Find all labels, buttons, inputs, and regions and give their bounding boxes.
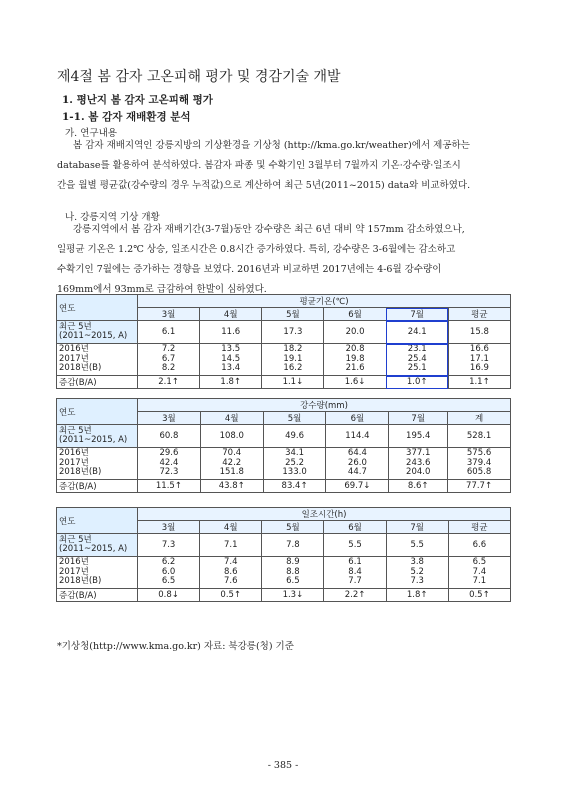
cell-value: 8.2 <box>161 363 176 374</box>
table-cell: 83.4↑ <box>263 480 326 493</box>
table-title-row <box>57 399 511 412</box>
table-cell <box>263 448 326 480</box>
column-header: 3월 <box>138 412 201 425</box>
cell-value: 29.6 <box>159 448 179 459</box>
cell-value: 8.6 <box>223 566 238 577</box>
table-row <box>57 376 511 389</box>
recent-label-line: (2011~2015, A) <box>59 544 128 554</box>
table-cell <box>448 448 511 480</box>
table-cell: 11.6 <box>200 321 262 344</box>
paragraph-line: 수확기인 7월에는 증가하는 경향을 보였다. 2016년과 비교하면 2017년에는 4-6월 강수량이 <box>57 264 442 275</box>
cell-value: 575.6 <box>466 448 492 459</box>
cell-value: 18.2 <box>283 344 303 355</box>
table-cell: 20.0 <box>324 321 386 344</box>
table-cell: 108.0 <box>200 425 263 448</box>
sub-b-paragraph <box>57 220 512 300</box>
cell-value: 7.2 <box>161 344 176 355</box>
year-header-cell: 연도 <box>57 399 138 425</box>
sub-a-heading: 가. 연구내용 <box>65 128 117 139</box>
section-title: 1. 평난지 봄 감자 고온피해 평가 <box>62 94 213 106</box>
table-cell <box>138 344 200 376</box>
table-cell <box>262 344 324 376</box>
table-cell: 2.2↑ <box>324 589 386 602</box>
table-cell: 1.8↑ <box>200 376 262 389</box>
cell-value: 19.1 <box>283 353 303 364</box>
year-header-cell: 연도 <box>57 295 138 321</box>
column-header: 7월 <box>389 412 448 425</box>
cell-value: 19.8 <box>345 353 365 364</box>
table-cell: 6.6 <box>448 534 510 557</box>
cell-value: 25.2 <box>285 457 305 468</box>
recent-label-line: 최근 5년 <box>59 321 92 332</box>
table-cell <box>326 448 389 480</box>
table-row <box>57 321 511 344</box>
paragraph-line: 간을 월별 평균값(강수량의 경우 누적값)으로 계산하여 최근 5년(2011~2015) data와 비교하였다. <box>57 180 471 191</box>
years-label-cell <box>57 448 138 480</box>
cell-value: 44.7 <box>347 467 367 478</box>
year-label: 2017년 <box>59 457 89 468</box>
table-title-row <box>57 295 511 308</box>
change-label-cell: 증감(B/A) <box>57 480 138 493</box>
cell-value: 133.0 <box>282 467 307 478</box>
table-cell: 7.8 <box>262 534 324 557</box>
cell-value: 5.2 <box>410 566 424 577</box>
table-title-cell: 강수량(mm) <box>138 399 511 412</box>
cell-value: 42.2 <box>222 457 242 468</box>
column-header: 6월 <box>324 521 386 534</box>
column-header: 4월 <box>200 521 262 534</box>
table-cell: 17.3 <box>262 321 324 344</box>
recent-label-line: 최근 5년 <box>59 534 92 545</box>
table-cell: 60.8 <box>138 425 201 448</box>
table-cell <box>200 448 263 480</box>
table-cell: 15.8 <box>448 321 510 344</box>
column-header: 평균 <box>448 521 510 534</box>
change-label-cell: 증감(B/A) <box>57 589 138 602</box>
table-cell <box>386 557 448 589</box>
recent-label-line: 최근 5년 <box>59 425 92 436</box>
table-cell: 528.1 <box>448 425 511 448</box>
table-cell: 1.0↑ <box>386 376 448 389</box>
source-note: *기상청(http://www.kma.go.kr) 자료: 북강릉(청) 기준 <box>57 641 294 652</box>
column-header: 5월 <box>262 308 324 321</box>
paragraph-line: 봄 감자 재배지역인 강릉지방의 기상환경을 기상청 (http://kma.go.kr/weather)에서 제공하는 <box>73 140 470 151</box>
change-label-cell: 증감(B/A) <box>57 376 138 389</box>
table-cell <box>324 344 386 376</box>
column-header: 7월 <box>386 308 448 321</box>
table-row <box>57 480 511 493</box>
column-header: 3월 <box>138 308 200 321</box>
table-cell: 1.8↑ <box>386 589 448 602</box>
year-label: 2016년 <box>59 344 89 355</box>
year-label: 2017년 <box>59 353 89 364</box>
table-cell: 2.1↑ <box>138 376 200 389</box>
table-cell: 0.5↑ <box>448 589 510 602</box>
cell-value: 7.1 <box>472 576 487 587</box>
table-cell: 1.1↓ <box>262 376 324 389</box>
sub-b-heading: 나. 강릉지역 기상 개황 <box>65 212 160 223</box>
column-header: 5월 <box>262 521 324 534</box>
cell-value: 151.8 <box>219 467 244 478</box>
cell-value: 17.1 <box>469 353 489 364</box>
cell-value: 8.8 <box>286 566 300 577</box>
table-cell: 6.1 <box>138 321 200 344</box>
recent-label-cell <box>57 534 138 557</box>
cell-value: 7.6 <box>223 576 238 587</box>
cell-value: 243.6 <box>406 457 431 468</box>
cell-value: 34.1 <box>285 448 305 459</box>
year-header-cell: 연도 <box>57 508 138 534</box>
sunshine-table <box>56 507 511 602</box>
cell-value: 7.7 <box>348 576 362 587</box>
cell-value: 6.5 <box>286 576 300 587</box>
page-number: - 385 - <box>267 760 299 771</box>
cell-value: 16.6 <box>469 344 489 355</box>
cell-value: 7.4 <box>472 566 487 577</box>
column-header: 6월 <box>326 412 389 425</box>
cell-value: 16.2 <box>283 363 303 374</box>
precipitation-table <box>56 398 511 493</box>
cell-value: 20.8 <box>345 344 365 355</box>
table-cell: 195.4 <box>389 425 448 448</box>
cell-value: 72.3 <box>159 467 179 478</box>
column-header: 5월 <box>263 412 326 425</box>
cell-value: 25.1 <box>407 363 427 374</box>
cell-value: 8.4 <box>348 566 362 577</box>
table-title-cell: 일조시간(h) <box>138 508 511 521</box>
table-cell: 11.5↑ <box>138 480 201 493</box>
table-cell: 77.7↑ <box>448 480 511 493</box>
cell-value: 6.0 <box>161 566 176 577</box>
year-label: 2016년 <box>59 557 89 568</box>
table-cell: 49.6 <box>263 425 326 448</box>
table-cell <box>324 557 386 589</box>
table-row <box>57 344 511 376</box>
sub-a-paragraph <box>57 136 512 196</box>
table-title-row <box>57 508 511 521</box>
table-row <box>57 557 511 589</box>
table-row <box>57 534 511 557</box>
cell-value: 70.4 <box>222 448 242 459</box>
chapter-title: 제4절 봄 감자 고온피해 평가 및 경감기술 개발 <box>57 69 341 85</box>
table-cell: 43.8↑ <box>200 480 263 493</box>
paragraph-line: database를 활용하여 분석하였다. 봄감자 파종 및 수확기인 3월부터 7월까지 기온·강수량·일조시 <box>57 160 461 171</box>
cell-value: 6.7 <box>161 353 176 364</box>
cell-value: 13.5 <box>221 344 241 355</box>
column-header: 3월 <box>138 521 200 534</box>
cell-value: 8.9 <box>286 557 300 568</box>
cell-value: 605.8 <box>466 467 492 478</box>
table-cell <box>448 557 510 589</box>
table-cell <box>200 557 262 589</box>
table-cell: 114.4 <box>326 425 389 448</box>
cell-value: 16.9 <box>469 363 489 374</box>
column-header: 7월 <box>386 521 448 534</box>
cell-value: 42.4 <box>159 457 179 468</box>
table-cell: 5.5 <box>324 534 386 557</box>
cell-value: 64.4 <box>347 448 367 459</box>
cell-value: 3.8 <box>410 557 424 568</box>
years-label-cell <box>57 557 138 589</box>
table-row <box>57 425 511 448</box>
table-cell: 0.8↓ <box>138 589 200 602</box>
table-cell: 24.1 <box>386 321 448 344</box>
column-header: 6월 <box>324 308 386 321</box>
table-cell: 69.7↓ <box>326 480 389 493</box>
cell-value: 204.0 <box>406 467 431 478</box>
table-cell <box>138 448 201 480</box>
year-label: 2018년(B) <box>59 576 102 587</box>
recent-label-line: (2011~2015, A) <box>59 435 128 445</box>
recent-label-cell <box>57 425 138 448</box>
cell-value: 7.4 <box>223 557 238 568</box>
table-cell: 7.1 <box>200 534 262 557</box>
paragraph-line: 일평균 기온은 1.2℃ 상승, 일조시간은 0.8시간 증가하였다. 특히, 강수량은 3-6월에는 감소하고 <box>57 244 456 255</box>
table-cell: 7.3 <box>138 534 200 557</box>
table-cell: 1.6↓ <box>324 376 386 389</box>
year-label: 2018년(B) <box>59 467 102 478</box>
table-cell <box>386 344 448 376</box>
cell-value: 21.6 <box>345 363 365 374</box>
table-title-cell: 평균기온(℃) <box>138 295 511 308</box>
year-label: 2018년(B) <box>59 363 102 374</box>
table-cell <box>448 344 510 376</box>
table-cell <box>389 448 448 480</box>
table-row <box>57 589 511 602</box>
column-header: 4월 <box>200 308 262 321</box>
cell-value: 14.5 <box>221 353 241 364</box>
table-cell <box>262 557 324 589</box>
column-header: 4월 <box>200 412 263 425</box>
table-cell: 1.1↑ <box>448 376 510 389</box>
cell-value: 23.1 <box>407 344 427 355</box>
paragraph-line: 169mm에서 93mm로 급감하여 한발이 심하였다. <box>57 284 267 295</box>
cell-value: 7.3 <box>410 576 424 587</box>
table-cell: 0.5↑ <box>200 589 262 602</box>
years-label-cell <box>57 344 138 376</box>
year-label: 2017년 <box>59 566 89 577</box>
table-cell: 5.5 <box>386 534 448 557</box>
recent-label-cell <box>57 321 138 344</box>
cell-value: 6.5 <box>472 557 487 568</box>
year-label: 2016년 <box>59 448 89 459</box>
table-cell <box>138 557 200 589</box>
column-header: 평균 <box>448 308 510 321</box>
cell-value: 25.4 <box>407 353 427 364</box>
subsection-title: 1-1. 봄 감자 재배환경 분석 <box>62 111 191 123</box>
temperature-table <box>56 294 511 389</box>
table-cell <box>200 344 262 376</box>
cell-value: 6.2 <box>161 557 176 568</box>
table-row <box>57 448 511 480</box>
paragraph-line: 강릉지역에서 봄 감자 재배기간(3-7월)동안 강수량은 최근 6년 대비 약 157mm 감소하였으나, <box>73 224 465 235</box>
table-cell: 8.6↑ <box>389 480 448 493</box>
table-cell: 1.3↓ <box>262 589 324 602</box>
cell-value: 6.1 <box>348 557 362 568</box>
cell-value: 6.5 <box>161 576 176 587</box>
cell-value: 26.0 <box>347 457 367 468</box>
cell-value: 379.4 <box>466 457 492 468</box>
cell-value: 13.4 <box>221 363 241 374</box>
recent-label-line: (2011~2015, A) <box>59 331 128 341</box>
cell-value: 377.1 <box>406 448 431 459</box>
column-header: 계 <box>448 412 511 425</box>
